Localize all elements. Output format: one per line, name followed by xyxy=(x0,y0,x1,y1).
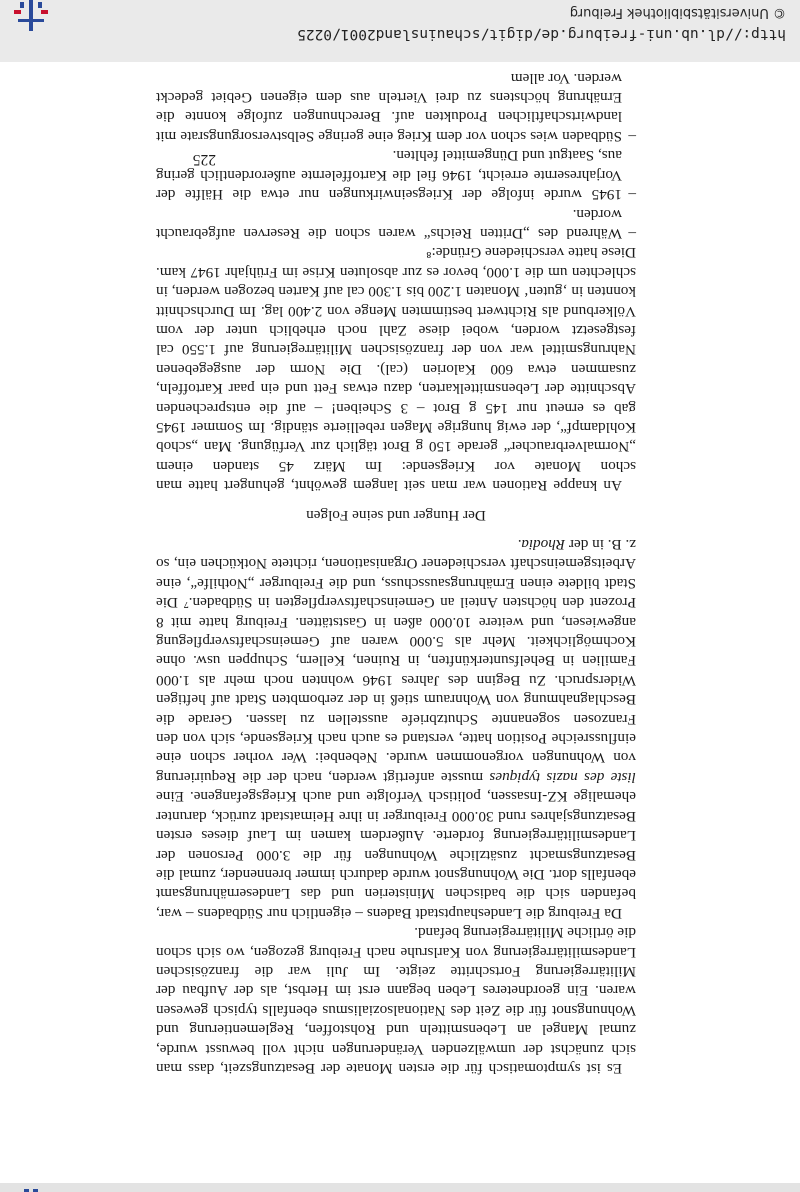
list-item-text: 1945 wurde infolge der Kriegseinwirkungen nur etwa die Hälfte der Vorjahresernte erreicht, 1946 fiel die Kartoffelernte außerordentlich gering aus, Saatgut und Düngemittel fehlten. xyxy=(156,147,622,204)
bullet-dash: – xyxy=(628,224,636,242)
paragraph-text: Da Freiburg die Landeshauptstadt Badens – eigentlich nur Südbadens – war, befanden sich die badischen Ministerien und das Landesernährungsamt ebenfalls dort. Die Wohnungsnot wurde dadurch immer brennender, zumal die Besatzungsmacht zusätzliche Wohnungen für die 3.000 Personen der Landesmilitärregierung forderte. Außerdem kamen im Lauf dieses ersten Besatzungsjahres rund 30.000 Freiburger in ihre Heimatstadt zurück, darunter ehemalige KZ-Insassen, politisch Verfolgte und auch Kriegsgefangene. Eine xyxy=(156,788,636,922)
italic-term: liste des nazis typiques xyxy=(489,768,636,786)
list-item-text: Während des „Dritten Reichs“ waren schon die Reserven aufgebraucht worden. xyxy=(156,205,622,242)
paragraph: Es ist symptomatisch für die ersten Monate der Besatzungszeit, dass man sich zunächst der umwälzenden Veränderungen nicht voll bewusst wurde, zumal Mangel an Lebensmitteln und Rohstoffen, Reglementierung und Wohnungsnot für die Zeit des Nationalsozialismus ebenfalls typisch gewesen waren. Ein geordneteres Leben begann erst im Herbst, als der Aufbau der Militärregierung Fortschritte zeigte. Im Juli war die französischen Landesmilitärregierung von Karlsruhe nach Freiburg gezogen, wo sich schon die örtliche Militärregierung befand. xyxy=(156,924,636,1077)
ub-freiburg-logo-icon xyxy=(10,0,52,34)
list-item xyxy=(156,146,636,204)
bullet-dash: – xyxy=(628,186,636,204)
list-item xyxy=(156,68,636,146)
italic-term: Rhodia. xyxy=(517,536,566,554)
section-heading: Der Hunger und seine Folgen xyxy=(306,506,486,524)
list-item xyxy=(156,204,636,243)
page-number: 225 xyxy=(192,151,216,168)
bottom-strip xyxy=(0,1183,800,1192)
paragraph: An knappe Rationen war man seit langem gewöhnt, gehungert hatte man schon Monate vor Kriegsende: Im März 45 standen einem „Normalverbraucher“ gerade 150 g Brot täglich zur Verfügung. Man „schob Kohldampf“, der ewig hungrige Magen rebellierte ständig. Im Sommer 1945 gab es erneut nur 145 g Brot – 3 Scheiben! – auf die entsprechenden Abschnitte der Lebensmittelkarten, dazu etwas Fett und ein paar Kartoffeln, zusammen etwa 600 Kalorien (cal). Die Norm der ausgegebenen Nahrungsmittel war von der französischen Militärregierung auf 1.550 cal festgesetzt worden, wobei diese Zahl noch erheblich unter der vom Völkerbund als Richtwert bestimmten Menge von 2.400 lag. Im Durchschnitt konnten in ‚guten‘ Monaten 1.200 bis 1.300 cal auf Karten bezogen werden, in schlechten um die 1.000, bevor es zur absoluten Krise im Frühjahr 1947 kam. Diese hatte verschiedene Gründe:⁸ xyxy=(156,244,636,495)
list-item-text: Südbaden wies schon vor dem Krieg eine geringe Selbstversorgungsrate mit landwirtschaftlichen Produkten auf. Berechnungen zufolge konnte die Ernährung höchstens zu drei Vierteln aus dem eigenen Gebiet gedeckt werden. Vor allem xyxy=(156,69,622,145)
corner-mark-icon xyxy=(20,1183,40,1192)
copyright-notice: © Universitätsbibliothek Freiburg xyxy=(569,5,786,20)
paragraph xyxy=(156,535,636,923)
bullet-dash: – xyxy=(628,127,636,145)
paragraph-text: musste anfertigt werden, nach der die Requirierung von Wohnungen vorgenommen wurde. Nebenbei: Wer vorher schon eine einflussreiche Position hatte, verstand es auch nach Kriegsende, sich von den Franzosen sogenannte Schutzbriefe ausstellen zu lassen. Gerade die Beschlagnahmung von Wohnraum stieß in der zerbombten Stadt auf heftigen Widerspruch. Zu Beginn des Jahres 1946 wohnten noch mehr als 1.000 Familien in Behelfsunterkünften, in Ruinen, Kellern, Schuppen usw. ohne Kochmöglichkeit. Mehr als 5.000 waren auf Gemeinschaftsverpflegung angewiesen, und weitere 10.000 aßen in Gaststätten. Freiburg hatte mit 8 Prozent den höchsten Anteil an Gemeinschaftsverpflegten in Südbaden.⁷ Die Stadt bildete einen Ernährungsausschuss, und die Freiburger „Nothilfe“, eine Arbeitsgemeinschaft verschiedener Organisationen, richtete Notküchen ein, so z. B. in der xyxy=(156,536,636,786)
page-body xyxy=(156,68,636,1078)
source-url[interactable]: http://dl.ub.uni-freiburg.de/digit/schauinsland2001/0225 xyxy=(297,26,786,42)
